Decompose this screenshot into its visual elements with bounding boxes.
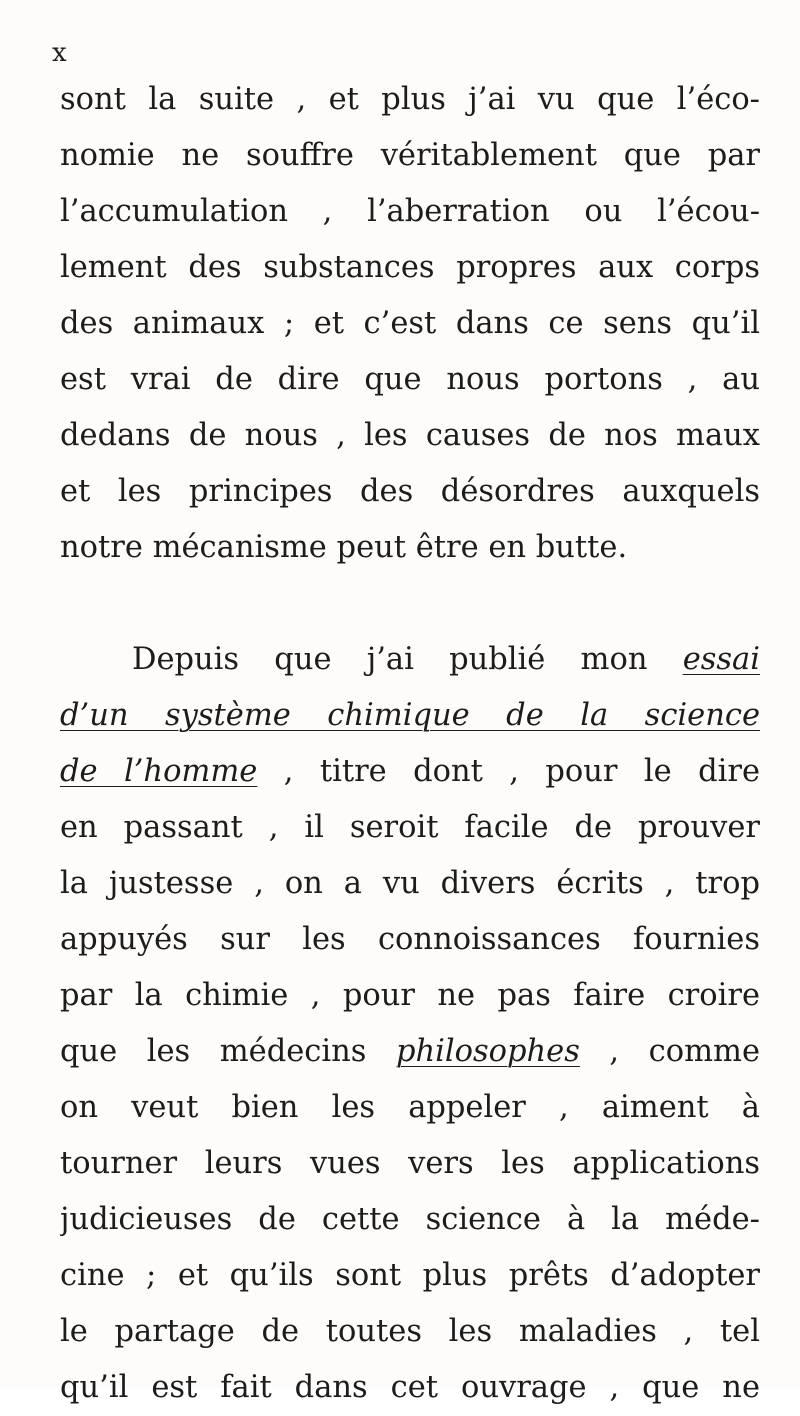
text-line: le partage de toutes les maladies , tel <box>60 1314 760 1349</box>
text-line <box>60 1024 760 1080</box>
text-line <box>60 632 760 688</box>
text-line: dedans de nous , les causes de nos maux <box>60 418 760 453</box>
text-line: par la chimie , pour ne pas faire croire <box>60 978 760 1013</box>
text-run: Depuis que j’ai publié mon <box>132 642 683 677</box>
italic-title-run: d’un système chimique de la science <box>60 698 760 733</box>
text-run: , titre dont , pour le dire <box>257 754 760 789</box>
text-line: lement des substances propres aux corps <box>60 250 760 285</box>
text-line: cine ; et qu’ils sont plus prêts d’adopter <box>60 1258 760 1293</box>
text-line: on veut bien les appeler , aiment à <box>60 1090 760 1125</box>
text-run: , comme <box>579 1034 760 1069</box>
paragraph-gap <box>60 576 760 632</box>
italic-word-run: philosophes <box>395 1034 580 1069</box>
text-run: que les médecins <box>60 1034 396 1069</box>
text-line: l’accumulation , l’aberration ou l’écou- <box>60 194 760 229</box>
text-line: en passant , il seroit facile de prouver <box>60 810 760 845</box>
text-line: est vrai de dire que nous portons , au <box>60 362 760 397</box>
paragraph-2 <box>60 632 760 1416</box>
text-line <box>60 744 760 800</box>
text-line: appuyés sur les connoissances fournies <box>60 922 760 957</box>
text-line: la justesse , on a vu divers écrits , trop <box>60 866 760 901</box>
text-line: notre mécanisme peut être en butte. <box>60 530 628 565</box>
paragraph-1 <box>60 72 760 576</box>
text-line: qu’il est fait dans cet ouvrage , que ne <box>60 1370 760 1405</box>
text-line: nomie ne souffre véritablement que par <box>60 138 760 173</box>
text-line: et les principes des désordres auxquels <box>60 474 760 509</box>
text-line: tourner leurs vues vers les applications <box>60 1146 760 1181</box>
italic-title-run: essai <box>682 642 760 677</box>
page-text <box>60 72 760 1416</box>
text-line <box>60 688 760 744</box>
italic-title-run: de l’homme <box>60 754 258 789</box>
text-line: judicieuses de cette science à la méde- <box>60 1202 760 1237</box>
text-line: sont la suite , et plus j’ai vu que l’éco- <box>60 82 760 117</box>
text-line: des animaux ; et c’est dans ce sens qu’il <box>60 306 760 341</box>
signature-mark: x <box>52 38 68 68</box>
